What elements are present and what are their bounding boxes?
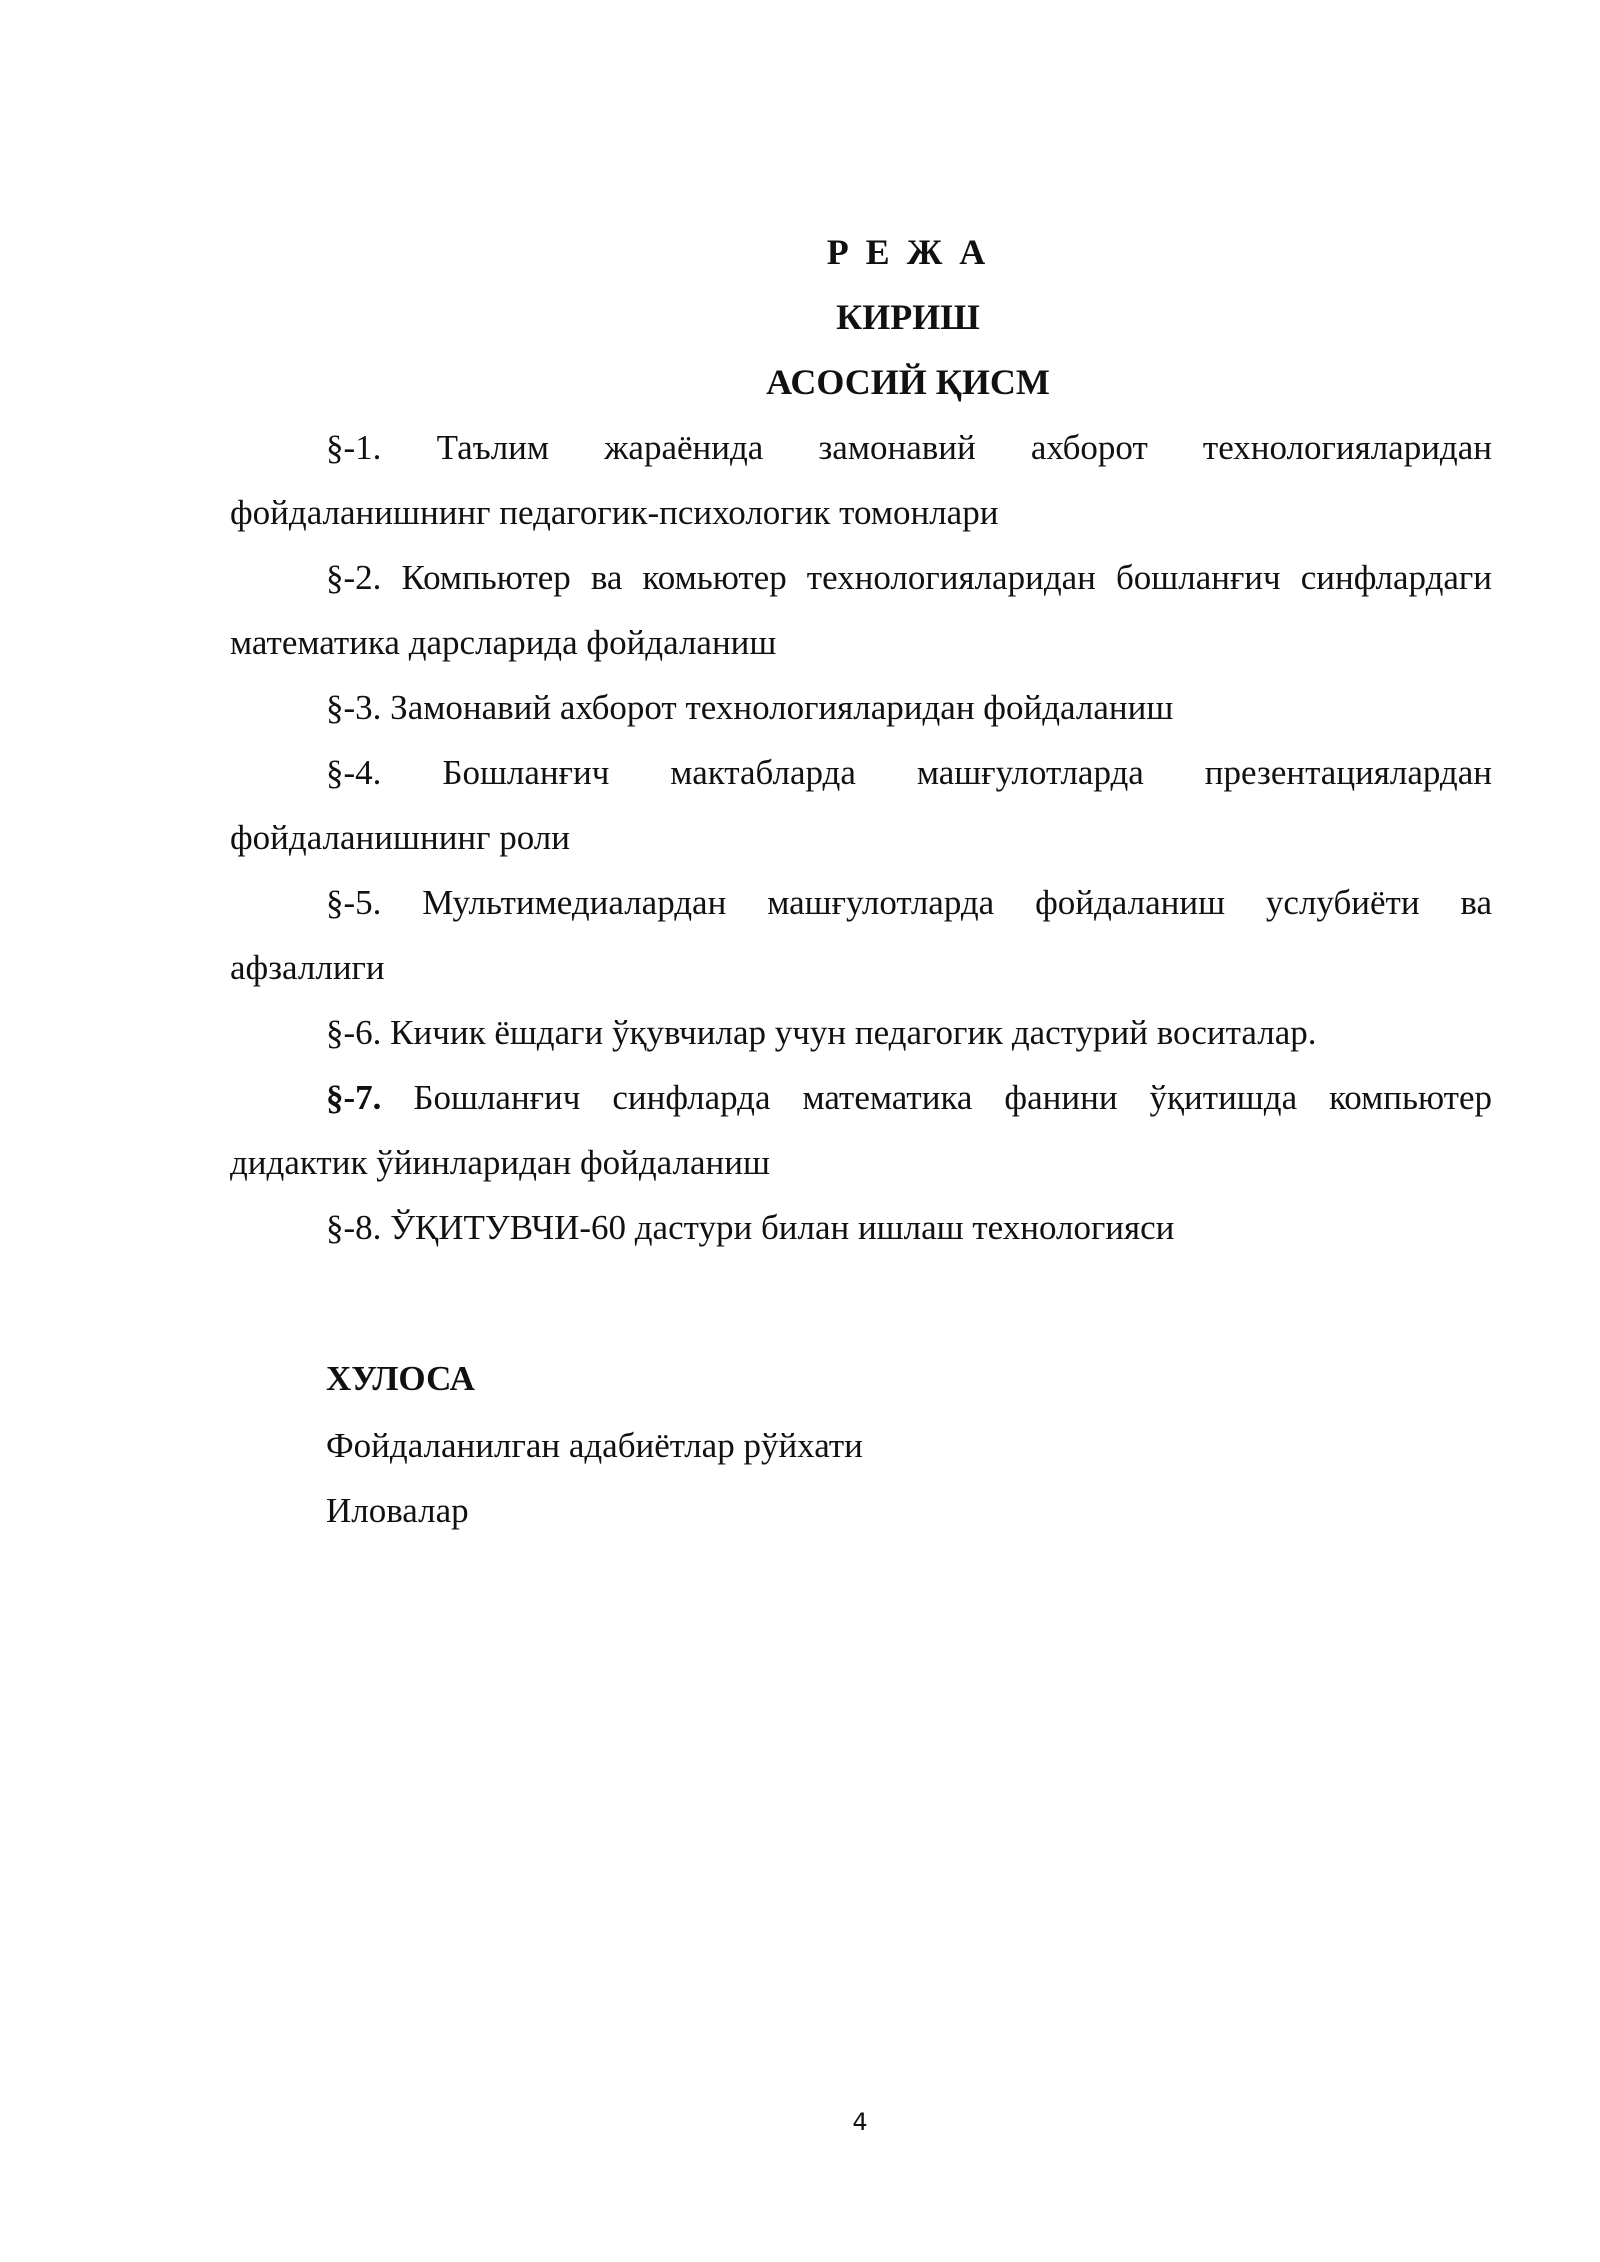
introduction-heading: КИРИШ [836,297,980,337]
toc-item-6 [230,1000,1492,1065]
main-part-heading: АСОСИЙ ҚИСМ [766,362,1050,402]
conclusion-block [326,1346,863,1543]
section-number: §-1. [326,428,382,467]
plan-heading: Р Е Ж А [826,232,990,272]
section-title: Бошланғич синфларда математика фанини ўқитишда компьютер дидактик ўйинларидан фойдаланиш [230,1078,1492,1182]
toc-item-4 [230,740,1492,870]
appendices-item: Иловалар [326,1491,469,1530]
section-title: Таълим жараёнида замонавий ахборот технологияларидан фойдаланишнинг педагогик-психологик томонлари [230,428,1492,532]
section-title: Замонавий ахборот технологияларидан фойдаланиш [390,688,1174,727]
section-number: §-8. [326,1208,382,1247]
section-number: §-2. [326,558,382,597]
page-number: 4 [852,2108,868,2136]
toc-item-1 [230,415,1492,545]
section-title: Компьютер ва комьютер технологияларидан бошланғич синфлардаги математика дарсларида фойдаланиш [230,558,1492,662]
toc-item-7 [230,1065,1492,1195]
toc-item-8 [230,1195,1492,1260]
section-number: §-3. [326,688,382,727]
section-title: ЎҚИТУВЧИ-60 дастури билан ишлаш технологияси [390,1208,1175,1247]
section-title: Кичик ёшдаги ўқувчилар учун педагогик дастурий воситалар. [390,1013,1317,1052]
toc-item-3 [230,675,1492,740]
conclusion-heading: ХУЛОСА [326,1359,475,1398]
section-number: §-5. [326,883,382,922]
table-of-contents [230,415,1492,1260]
references-item: Фойдаланилган адабиётлар рўйхати [326,1426,863,1465]
section-title: Бошланғич мактабларда машғулотларда презентациялардан фойдаланишнинг роли [230,753,1493,857]
toc-item-2 [230,545,1492,675]
section-number: §-6. [326,1013,382,1052]
section-number: §-4. [326,753,382,792]
section-title: Мультимедиалардан машғулотларда фойдаланиш услубиёти ва афзаллиги [230,883,1493,987]
section-number: §-7. [326,1078,382,1117]
toc-item-5 [230,870,1492,1000]
